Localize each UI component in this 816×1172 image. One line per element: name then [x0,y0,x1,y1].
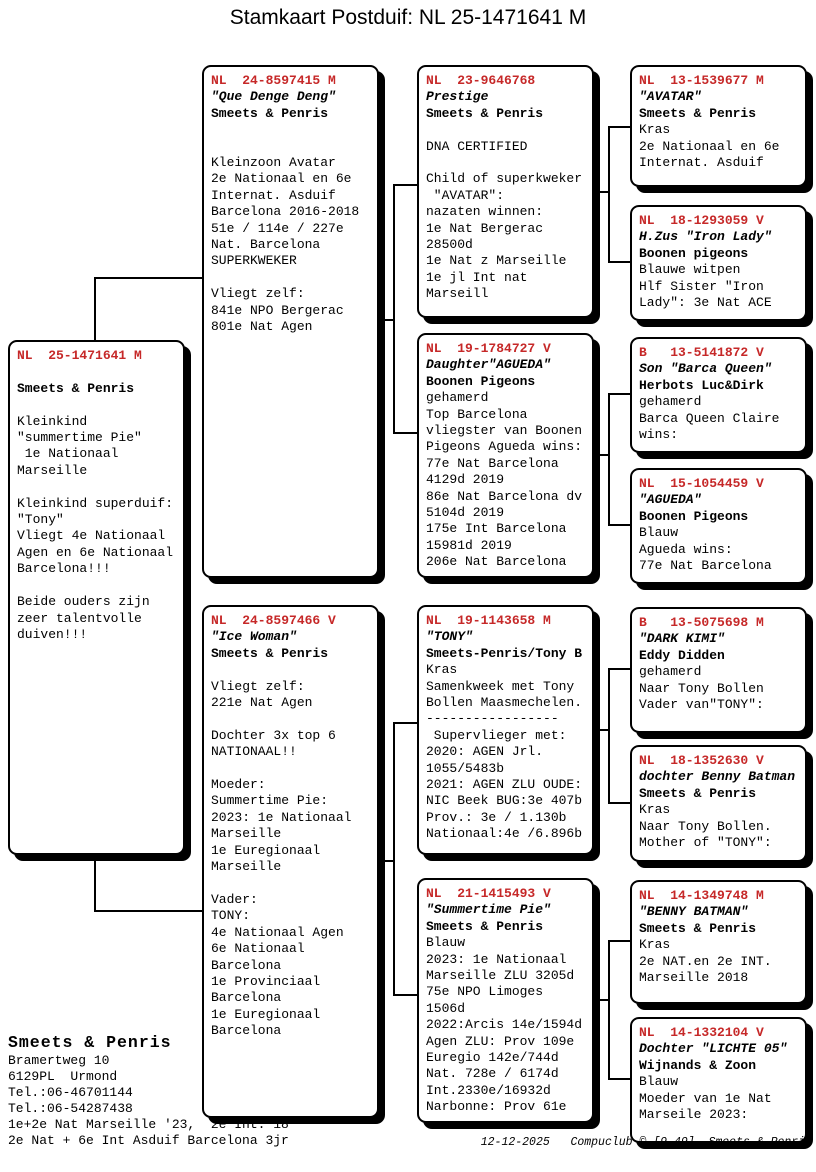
pedigree-text-line: Prov.: 3e / 1.130b [426,809,567,825]
pedigree-text-line: Blauw [639,1074,679,1090]
pigeon-name: Prestige [426,89,489,105]
pedigree-text-line [211,662,374,678]
pedigree-text-line: Vader: [211,891,258,907]
pedigree-text-line: Barcelona [211,1023,282,1039]
pedigree-text-line: Nationaal:4e /6.896b [426,826,583,842]
fancier-name: Wijnands & Zoon [639,1057,757,1073]
pedigree-text-line: 2e Nationaal en 6e [639,138,780,154]
pedigree-text-line: Kleinkind [17,413,88,429]
connector-line [608,393,610,526]
connector-line [94,910,202,912]
pigeon-name: "AVATAR" [639,89,702,105]
pedigree-text-line: 77e Nat Barcelona [426,455,559,471]
pedigree-text-line: Vader van"TONY": [639,697,764,713]
pedigree-text-line: Child of superkweker [426,171,583,187]
pedigree-box-grandfather-maternal [417,605,594,855]
pedigree-text-line: Barcelona 2016-2018 [211,204,360,220]
fancier-name: Boonen pigeons [639,245,749,261]
pedigree-text-line: 1506d [426,1000,466,1016]
pedigree-text-line: Naar Tony Bollen. [639,818,772,834]
ring-number: B 13-5141872 V [639,345,764,360]
pedigree-text-line: "Tony" [17,512,64,528]
pedigree-text-line: Barcelona!!! [17,561,111,577]
pedigree-text-line: ----------------- [426,711,559,727]
connector-line [608,802,630,804]
pedigree-text-line [17,479,180,495]
pedigree-text-line [426,155,589,171]
pigeon-name: "Que Denge Deng" [211,89,336,105]
ring-number: NL 25-1471641 M [17,348,142,363]
pigeon-name: "Summertime Pie" [426,902,551,918]
connector-line [94,855,96,912]
ring-number: NL 14-1349748 M [639,888,764,903]
pedigree-text-line: Blauwe witpen [639,262,741,278]
ring-number: NL 24-8597466 V [211,613,336,628]
pedigree-text-line: Kras [639,122,671,138]
pedigree-text-line: Agueda wins: [639,541,733,557]
pedigree-text-line: Barcelona [211,990,282,1006]
pedigree-text-line: Marseill [426,286,489,302]
pedigree-text-line: Beide ouders zijn [17,594,150,610]
pedigree-text-line: 841e NPO Bergerac [211,302,344,318]
pedigree-text-line [211,876,374,892]
ring-number: NL 14-1332104 V [639,1025,764,1040]
pedigree-text-line: 5104d 2019 [426,505,505,521]
pedigree-text-line: Moeder van 1e Nat [639,1090,772,1106]
pedigree-text-line: "summertime Pie" [17,430,142,446]
pigeon-name: "TONY" [426,629,473,645]
pedigree-text-line: Mother of "TONY": [639,835,772,851]
pedigree-box-great-grandparent-6 [630,745,807,862]
pedigree-text-line: 86e Nat Barcelona dv [426,488,583,504]
pedigree-box-subject [8,340,185,855]
pedigree-text-line: vliegster van Boonen [426,423,583,439]
connector-line [393,722,417,724]
pigeon-name: "AGUEDA" [639,492,702,508]
pedigree-box-great-grandparent-7 [630,880,807,1004]
connector-line [608,524,630,526]
pedigree-text-line [211,270,374,286]
pigeon-name: "BENNY BATMAN" [639,904,749,920]
pedigree-text-line: 1055/5483b [426,760,505,776]
pedigree-text-line [211,761,374,777]
pedigree-text-line: Top Barcelona [426,406,528,422]
pedigree-text-line: 1e Nationaal [17,446,119,462]
pedigree-text-line: Nat. Barcelona [211,237,321,253]
fancier-name: Smeets & Penris [426,105,544,121]
connector-line [393,432,417,434]
page-title: Stamkaart Postduif: NL 25-1471641 M [229,6,587,29]
pedigree-text-line: Pigeons Agueda wins: [426,439,583,455]
pedigree-text-line: Vliegt zelf: [211,678,305,694]
pedigree-text-line: Moeder: [211,777,266,793]
pedigree-text-line: Agen ZLU: Prov 109e [426,1033,575,1049]
pedigree-text-line: 77e Nat Barcelona [639,558,772,574]
pedigree-text-line: 1e Provinciaal [211,973,321,989]
pedigree-text-line: Vliegt 4e Nationaal [17,528,166,544]
pedigree-text-line: Supervlieger met: [426,727,567,743]
pedigree-box-great-grandparent-1 [630,65,807,187]
pedigree-box-grandmother-paternal [417,333,594,578]
pedigree-text-line: wins: [639,427,679,443]
pedigree-text-line: Marseille [17,462,88,478]
pedigree-text-line: 1e Nat Bergerac [426,220,544,236]
loft-info [8,1033,289,1150]
pedigree-text-line: 51e / 114e / 227e [211,220,344,236]
pedigree-text-line [17,578,180,594]
loft-phone-line: Tel.:06-54287438 [8,1101,133,1117]
ring-number: NL 23-9646768 [426,73,536,88]
loft-address-line: Bramertweg 10 [8,1053,110,1068]
pedigree-text-line: Internat. Asduif [211,187,336,203]
fancier-name: Boonen Pigeons [639,508,749,524]
pigeon-name: Dochter "LICHTE 05" [639,1041,788,1057]
pedigree-text-line: Kras [639,937,671,953]
pedigree-text-line: 6e Nationaal [211,941,305,957]
pedigree-text-line: Int.2330e/16932d [426,1082,551,1098]
fancier-name: Herbots Luc&Dirk [639,377,764,393]
pigeon-name: Son "Barca Queen" [639,361,772,377]
loft-phone-line: Tel.:06-46701144 [8,1085,133,1101]
connector-line [608,940,610,1080]
pedigree-box-great-grandparent-2 [630,205,807,321]
pedigree-text-line: zeer talentvolle [17,610,142,626]
pedigree-text-line: 2e Nationaal en 6e [211,171,352,187]
pedigree-text-line: Nat. 728e / 6174d [426,1066,559,1082]
pedigree-text-line: Barcelona [211,957,282,973]
connector-line [94,277,96,341]
pedigree-box-father [202,65,379,578]
pigeon-name: "Ice Woman" [211,629,297,645]
connector-line [393,184,395,434]
pedigree-text-line: Samenkweek met Tony [426,678,575,694]
pedigree-text-line: Lady": 3e Nat ACE [639,295,772,311]
pedigree-text-line: Marseile 2023: [639,1107,749,1123]
fancier-name: Boonen Pigeons [426,373,536,389]
fancier-name: Smeets & Penris [639,105,757,121]
loft-achievement-line: 1e+2e Nat Marseille '23, 2e Int.'18 [8,1117,289,1133]
fancier-name: Smeets & Penris [211,645,329,661]
pedigree-text-line: NIC Beek BUG:3e 407b [426,793,583,809]
pedigree-text-line: 75e NPO Limoges [426,984,544,1000]
connector-line [94,277,202,279]
pedigree-text-line: 2023: 1e Nationaal [211,809,352,825]
pedigree-box-great-grandparent-4 [630,468,807,584]
ring-number: NL 15-1054459 V [639,476,764,491]
fancier-name: Eddy Didden [639,647,725,663]
pedigree-text-line: TONY: [211,908,251,924]
pedigree-text-line: Internat. Asduif [639,155,764,171]
pedigree-text-line: SUPERKWEKER [211,253,297,269]
pedigree-text-line: 15981d 2019 [426,537,512,553]
pedigree-text-line: Blauw [426,935,466,951]
pedigree-box-grandmother-maternal [417,878,594,1123]
pedigree-text-line: gehamerd [426,390,489,406]
pedigree-text-line: 28500d [426,237,473,253]
pedigree-text-line: Agen en 6e Nationaal [17,544,174,560]
pedigree-text-line: Summertime Pie: [211,793,329,809]
connector-line [608,668,610,804]
fancier-name: Smeets & Penris [17,380,135,396]
loft-name: Smeets & Penris [8,1033,172,1052]
connector-line [393,184,417,186]
pedigree-box-great-grandparent-5 [630,607,807,733]
pedigree-text-line: NATIONAAL!! [211,744,297,760]
ring-number: B 13-5075698 M [639,615,764,630]
pedigree-text-line: 1e Nat z Marseille [426,253,567,269]
footer-credit: 12-12-2025 Compuclub © [9.49] Smeets & Penris [480,1136,812,1149]
connector-line [608,668,630,670]
pedigree-text-line [211,711,374,727]
pedigree-text-line: Vliegt zelf: [211,286,305,302]
pedigree-text-line: Naar Tony Bollen [639,680,764,696]
pedigree-text-line: DNA CERTIFIED [426,138,528,154]
pedigree-text-line: 4e Nationaal Agen [211,924,344,940]
pedigree-text-line: Blauw [639,525,679,541]
pedigree-text-line [211,122,374,138]
fancier-name: Smeets-Penris/Tony B [426,645,583,661]
pedigree-text-line: Kras [426,662,458,678]
pedigree-text-line: Kleinkind superduif: [17,495,174,511]
connector-line [393,994,417,996]
pedigree-text-line: Bollen Maasmechelen. [426,695,583,711]
pedigree-text-line: "AVATAR": [426,187,505,203]
pedigree-text-line [17,397,180,413]
fancier-name: Smeets & Penris [639,785,757,801]
pedigree-text-line: Kras [639,802,671,818]
pedigree-text-line: Kleinzoon Avatar [211,155,336,171]
connector-line [608,1078,630,1080]
ring-number: NL 13-1539677 M [639,73,764,88]
fancier-name: Smeets & Penris [639,920,757,936]
pedigree-text-line: duiven!!! [17,626,88,642]
pigeon-name: Daughter"AGUEDA" [426,357,551,373]
pedigree-text-line: 1e jl Int nat [426,269,528,285]
pedigree-text-line: Marseille ZLU 3205d [426,968,575,984]
pedigree-box-grandfather-paternal [417,65,594,318]
pedigree-text-line: Hlf Sister "Iron [639,278,764,294]
ring-number: NL 19-1784727 V [426,341,551,356]
pedigree-text-line: gehamerd [639,394,702,410]
connector-line [608,940,630,942]
pedigree-box-great-grandparent-3 [630,337,807,453]
pedigree-text-line: Narbonne: Prov 61e [426,1099,567,1115]
pedigree-text-line [17,364,180,380]
loft-address-line: 6129PL Urmond [8,1069,118,1085]
pigeon-name: "DARK KIMI" [639,631,725,647]
ring-number: NL 21-1415493 V [426,886,551,901]
pigeon-name: H.Zus "Iron Lady" [639,229,772,245]
ring-number: NL 24-8597415 M [211,73,336,88]
connector-line [608,261,630,263]
pedigree-text-line [426,122,589,138]
pedigree-box-great-grandparent-8 [630,1017,807,1143]
pedigree-text-line: 175e Int Barcelona [426,521,567,537]
pedigree-text-line: 2020: AGEN Jrl. [426,744,544,760]
ring-number: NL 19-1143658 M [426,613,551,628]
pedigree-text-line: 2022:Arcis 14e/1594d [426,1017,583,1033]
pedigree-text-line: Marseille [211,826,282,842]
pedigree-text-line [211,139,374,155]
pedigree-text-line: nazaten winnen: [426,204,544,220]
pedigree-text-line: Dochter 3x top 6 [211,727,336,743]
connector-line [608,393,630,395]
fancier-name: Smeets & Penris [426,918,544,934]
pedigree-text-line: Marseille 2018 [639,970,749,986]
fancier-name: Smeets & Penris [211,105,329,121]
ring-number: NL 18-1293059 V [639,213,764,228]
pedigree-text-line: Barca Queen Claire [639,410,780,426]
pedigree-text-line: 2023: 1e Nationaal [426,951,567,967]
pedigree-text-line: 2021: AGEN ZLU OUDE: [426,777,583,793]
loft-achievement-line: 2e Nat + 6e Int Asduif Barcelona 3jr [8,1133,289,1149]
pedigree-text-line: 221e Nat Agen [211,695,313,711]
pedigree-text-line: Euregio 142e/744d [426,1050,559,1066]
pedigree-text-line: 2e NAT.en 2e INT. [639,953,772,969]
pigeon-name: dochter Benny Batman [639,769,796,785]
ring-number: NL 18-1352630 V [639,753,764,768]
pedigree-text-line: 1e Euregionaal [211,842,321,858]
connector-line [608,126,610,263]
pedigree-text-line: gehamerd [639,664,702,680]
pedigree-text-line: 1e Euregionaal [211,1006,321,1022]
pedigree-text-line: 206e Nat Barcelona [426,554,567,570]
pedigree-text-line: Marseille [211,859,282,875]
connector-line [393,722,395,996]
pedigree-text-line: 801e Nat Agen [211,319,313,335]
connector-line [608,126,630,128]
pedigree-text-line: 4129d 2019 [426,472,505,488]
